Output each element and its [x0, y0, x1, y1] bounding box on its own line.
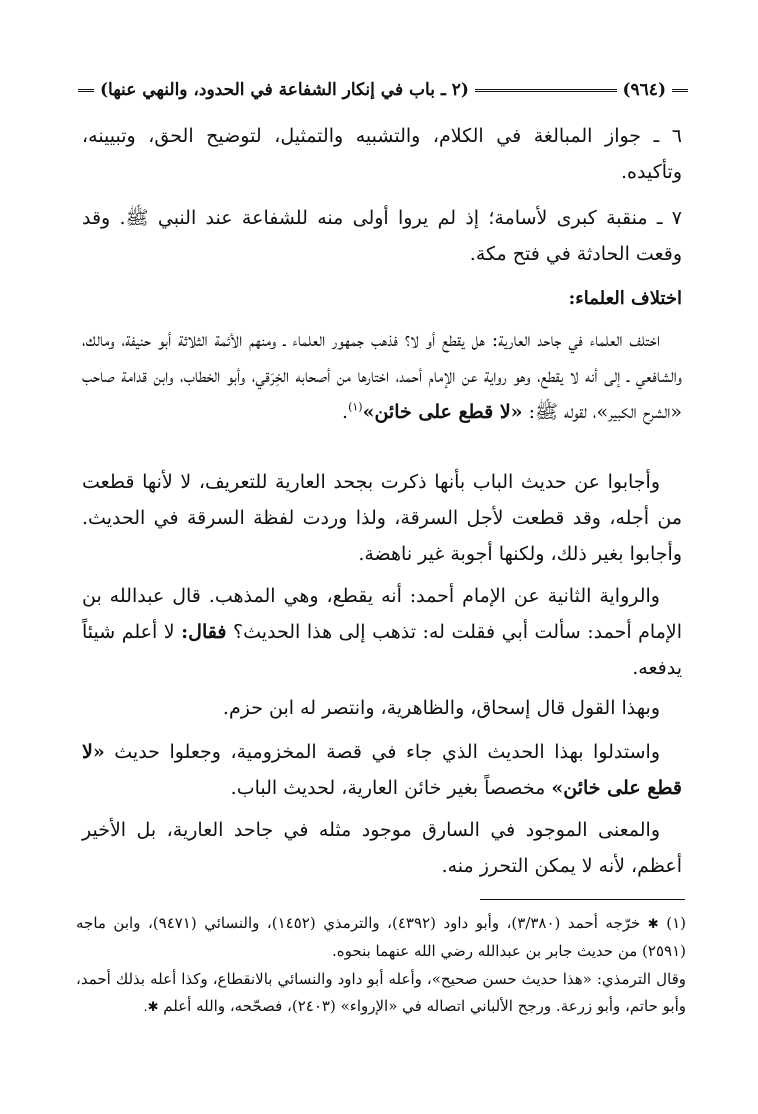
paragraph-1 [82, 322, 682, 430]
paragraph-end: . [342, 401, 349, 423]
paragraph-6: والمعنى الموجود في السارق موجود مثله في جاحد العارية، بل الأخير أعظم، لأنه لا يمكن التحرز منه. [82, 819, 682, 877]
paragraph-2: وأجابوا عن حديث الباب بأنها ذكرت بجحد العارية للتعريف، لا لأنها قطعت من أجله، وقد قطعت لأجل السرقة، ولذا وردت لفظة السرقة في الحديث. وأجابوا بغير ذلك، ولكنها أجوبة غير ناهضة. [82, 471, 682, 565]
paragraph-4: وبهذا القول قال إسحاق، والظاهرية، وانتصر له ابن حزم. [222, 697, 660, 719]
header-rule-right [672, 89, 688, 92]
paragraph-text: اختلف العلماء في جاحد العارية: هل يقطع أو لا؟ فذهب جمهور العلماء ـ ومنهم الأئمة الثلاثة أبو حنيفة، ومالك، والشافعي ـ إلى أنه لا يقطع، وهو رواية عن الإمام أحمد، اختارها من أصحابه الخِرَقي، وأبو الخطاب، وابن قدامة صاحب «الشرح الكبير»، لقوله ﷺ: [82, 329, 682, 423]
chapter-title: (٢ ـ باب في إنكار الشفاعة في الحدود، والنهي عنها) [100, 80, 469, 100]
paragraph-text: والرواية الثانية عن الإمام أحمد: أنه يقطع، وهي المذهب. قال عبدالله بن الإمام أحمد: سألت أبي فقلت له: تذهب إلى هذا الحديث؟ [82, 585, 682, 643]
point-number: ٦ ـ [653, 125, 682, 147]
header-rule-middle [475, 89, 617, 92]
hadith-quote: «لا قطع على خائن» [362, 401, 523, 423]
paragraph-3 [82, 578, 682, 686]
hadith-quote: «لا قطع على خائن» [82, 741, 682, 799]
paragraph-5 [82, 734, 682, 806]
point-7 [82, 200, 682, 272]
point-text: جواز المبالغة في الكلام، والتشبيه والتمثيل، لتوضيح الحق، وتبيينه، وتأكيده. [82, 125, 682, 183]
running-header [78, 76, 688, 104]
point-6 [82, 118, 682, 190]
paragraph-text: واستدلوا بهذا الحديث الذي جاء في قصة المخزومية، وجعلوا حديث [114, 741, 660, 763]
footnote-number: (١) [666, 914, 686, 932]
paragraph-end: مخصصاً بغير خائن العارية، لحديث الباب. [230, 777, 546, 799]
answer-label: فقال: [181, 621, 227, 643]
footnote-1 [76, 910, 686, 965]
footnote-text: وقال الترمذي: «هذا حديث حسن صحيح»، وأعله أبو داود والنسائي بالانقطاع، وكذا أعله بذلك أحمد، وأبو حاتم، وأبو زرعة. ورجح الألباني اتصاله في «الإرواء» (٢٤٠٣)، فصحّحه، والله أعلم [76, 970, 686, 1015]
section-title: اختلاف العلماء: [568, 288, 682, 309]
answer-text: لا أعلم شيئاً يدفعه. [82, 621, 682, 679]
footnote-1-continued [76, 966, 686, 1021]
star-icon: ✱ [647, 917, 659, 932]
header-rule-left [78, 89, 94, 92]
point-number: ٧ ـ [656, 207, 682, 229]
page-number: (٩٦٤) [622, 80, 666, 100]
footnote-text: خرّجه أحمد (٣/٣٨٠)، وأبو داود (٤٣٩٢)، والترمذي (١٤٥٢)، والنسائي (٩٤٧١)، وابن ماجه (٢٥٩١) من حديث جابر بن عبدالله رضي الله عنهما بنحوه. [76, 914, 686, 960]
end-star-icon: ✱. [143, 1000, 159, 1015]
point-text: منقبة كبرى لأسامة؛ إذ لم يروا أولى منه للشفاعة عند النبي ﷺ. وقد وقعت الحادثة في فتح مكة. [82, 207, 682, 265]
footnote-ref: (١) [348, 400, 363, 414]
footnote-separator [480, 899, 685, 900]
